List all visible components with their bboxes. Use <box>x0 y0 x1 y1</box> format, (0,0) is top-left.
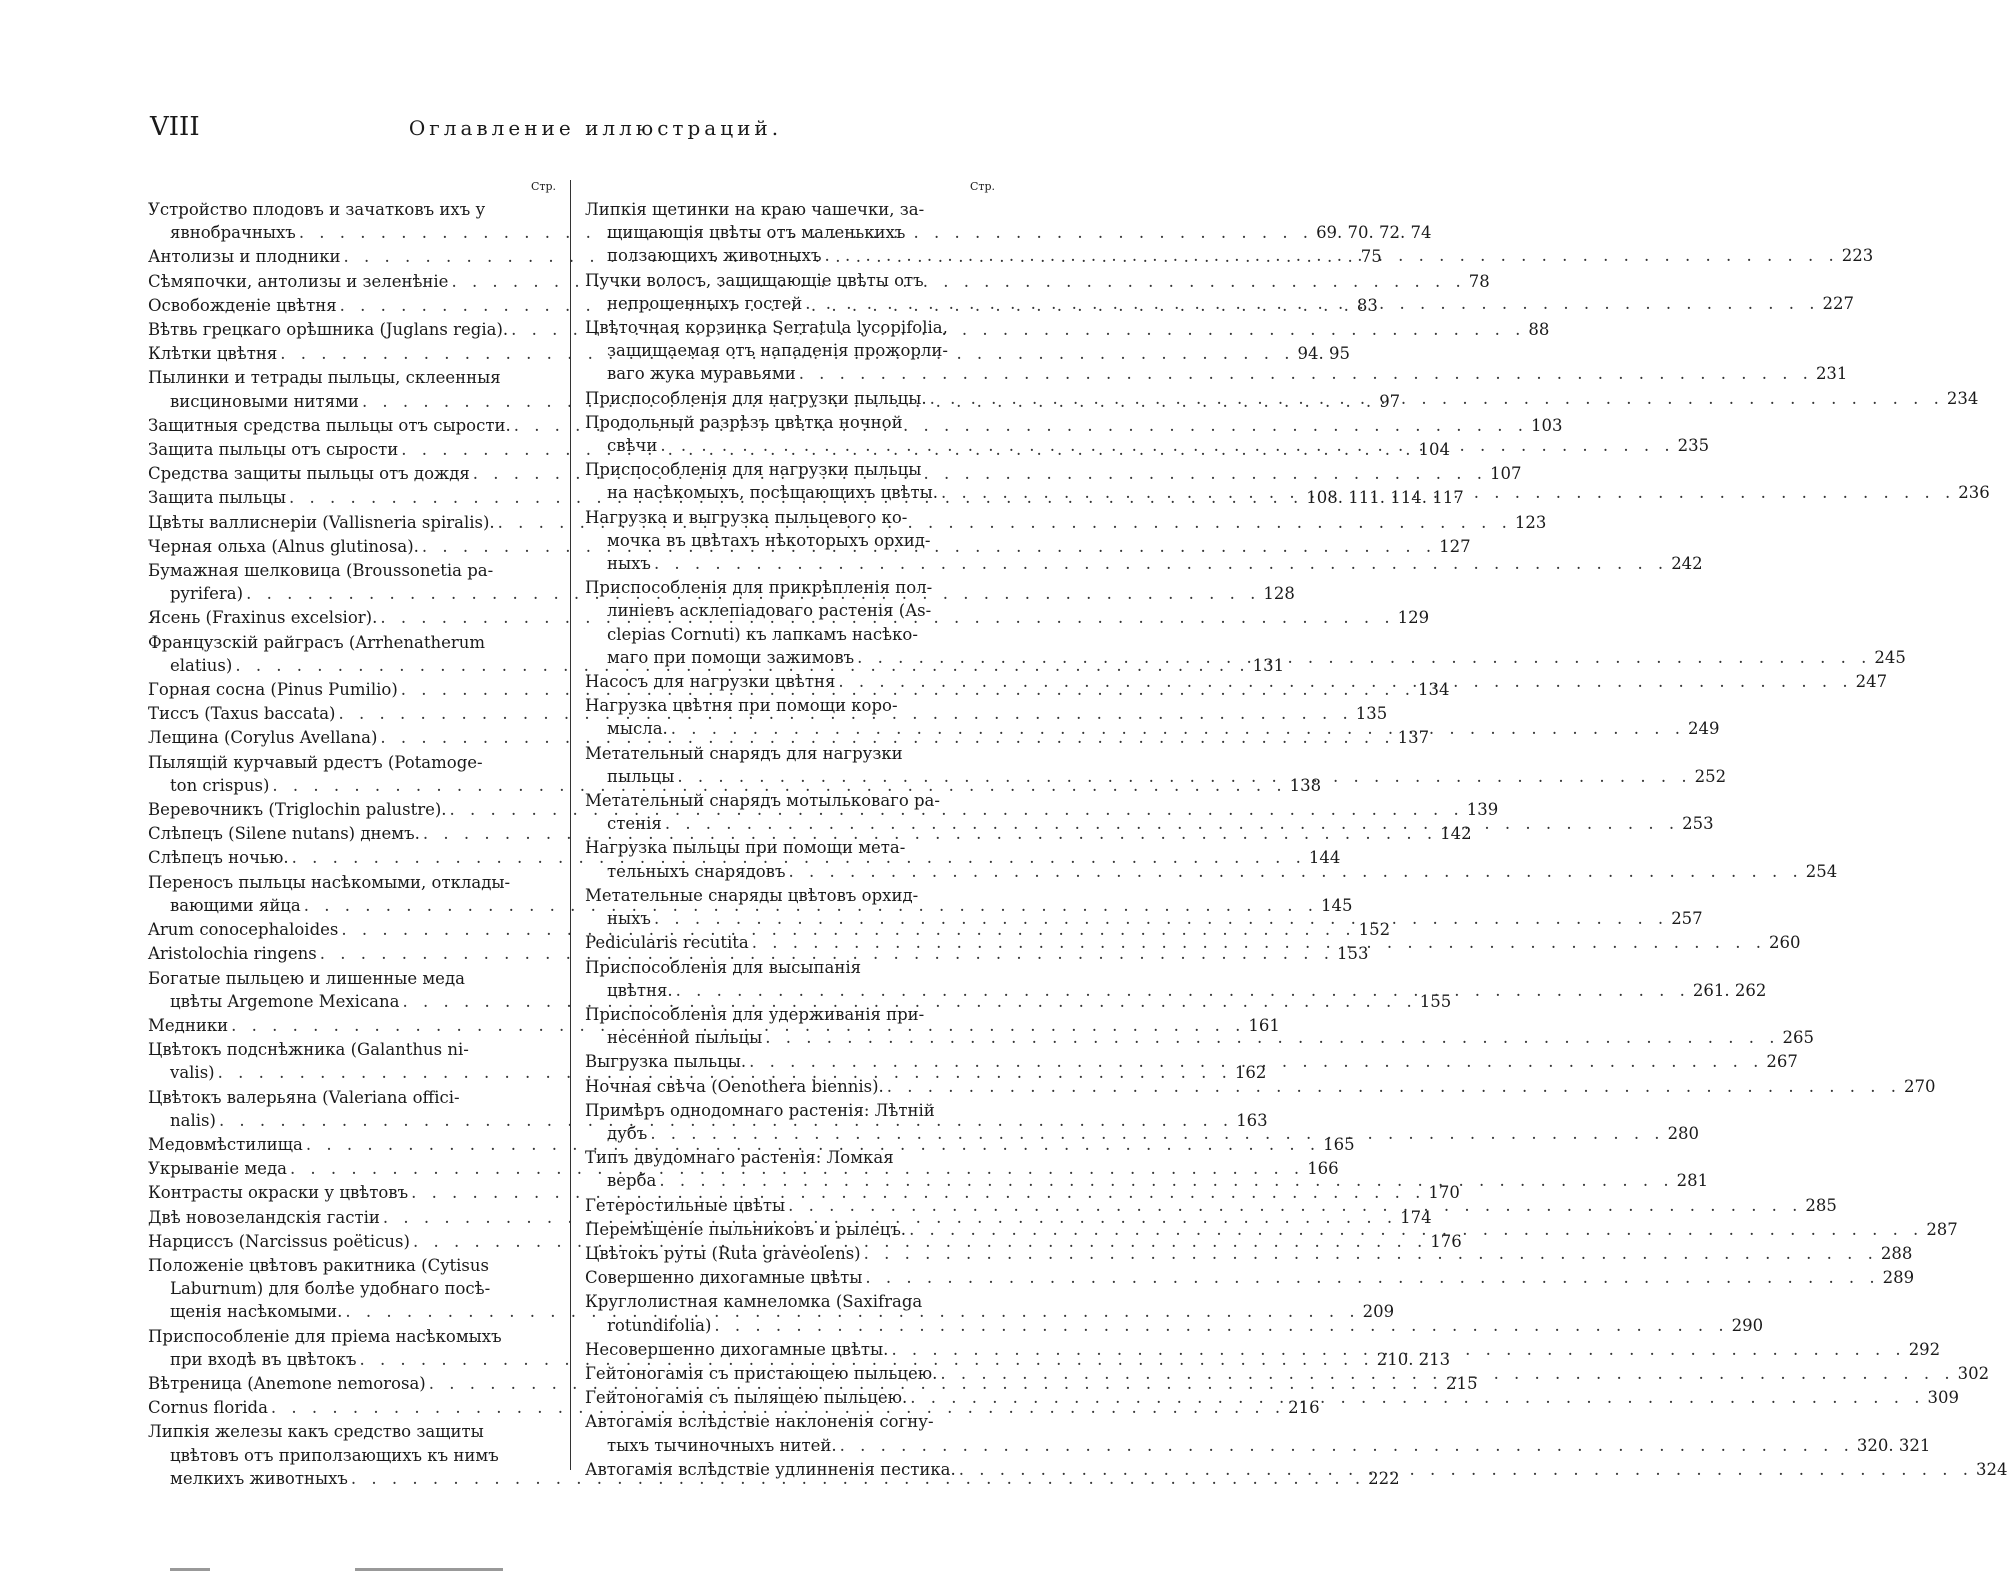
toc-entry-title: Pedicularis recutita <box>585 933 749 953</box>
toc-entry-title: Клѣтки цвѣтня <box>148 344 278 364</box>
dot-leader <box>888 1338 1908 1361</box>
toc-entry-page: 75 <box>1360 247 1382 267</box>
toc-entry-page: 155 <box>1419 991 1452 1011</box>
toc-entry-page: 210. 213 <box>1376 1349 1451 1369</box>
toc-entry-line <box>585 198 995 221</box>
toc-entry-page: 216 <box>1288 1398 1320 1418</box>
bottom-rule-left <box>170 1568 210 1571</box>
toc-entry-page: 242 <box>1671 554 1703 574</box>
toc-entry-title: Нарциссъ (Narcissus poëticus) <box>148 1231 410 1251</box>
toc-entry-page: 247 <box>1855 672 1888 692</box>
toc-entry-line <box>585 1434 1931 1457</box>
toc-entry <box>585 1266 1915 1289</box>
toc-entry-title: маго при помощи зажимовъ <box>607 647 855 667</box>
toc-entry-title: Медники <box>148 1015 229 1035</box>
toc-entry-title: мысла. <box>607 719 668 739</box>
toc-entry <box>585 1075 1936 1098</box>
toc-entry-page: 267 <box>1766 1052 1798 1072</box>
toc-entry-title: pyrifera) <box>170 584 244 604</box>
toc-entry-title: valis) <box>170 1063 215 1083</box>
toc-entry-page: 253 <box>1682 814 1714 834</box>
toc-entry-title: на насѣкомыхъ, посѣщающихъ цвѣты. <box>607 483 939 503</box>
toc-entry-title: Средства защиты пыльцы отъ дождя <box>148 464 470 484</box>
dot-leader <box>937 1362 1957 1385</box>
toc-entry-line <box>585 623 995 646</box>
toc-entry-title: висциновыми нитями <box>170 391 359 411</box>
toc-entry-title: защищаемая отъ нападенія прожорли- <box>607 341 948 361</box>
toc-entry-title: Примѣръ однодомнаго растенія: Лѣтній <box>585 1100 935 1120</box>
dot-leader <box>906 1218 1926 1241</box>
toc-entry-title: Переносъ пыльцы насѣкомыми, отклады- <box>148 872 511 892</box>
toc-entry-title: ныхъ <box>607 909 651 929</box>
toc-entry-title: Aristolochia ringens <box>148 944 317 964</box>
toc-entry-line <box>148 1420 556 1443</box>
toc-entry-title: Липкія железы какъ средство защиты <box>148 1422 484 1442</box>
toc-entry-title: Приспособленія для удерживанія при- <box>585 1004 925 1024</box>
dot-leader <box>668 717 1688 740</box>
toc-entry-line <box>585 221 995 244</box>
toc-entry-page: 227 <box>1822 293 1854 313</box>
toc-entry-title: Веревочникъ (Triglochin palustre). <box>148 800 447 820</box>
dot-leader <box>749 931 1769 954</box>
bottom-rule-right <box>355 1568 503 1571</box>
toc-entry-title: Пылинки и тетрады пыльцы, склеенныя <box>148 368 501 388</box>
toc-entry-line <box>148 1277 556 1300</box>
toc-entry-line <box>148 967 556 990</box>
toc-entry-title: Типъ двудомнаго растенія: Ломкая <box>585 1148 894 1168</box>
toc-entry-page: 270 <box>1904 1076 1936 1096</box>
toc-entry-page: 289 <box>1882 1268 1915 1288</box>
toc-entry-line <box>585 362 1848 385</box>
toc-entry-title: Приспособленія для нагрузки пыльцы. <box>585 388 927 408</box>
toc-entry-page: 152 <box>1358 920 1391 940</box>
toc-entry-page: 324 <box>1975 1459 2007 1479</box>
toc-entry-page: 257 <box>1671 909 1703 929</box>
toc-entry-line <box>585 599 995 622</box>
toc-entry-title: Вѣтреница (Anemone nemorosa) <box>148 1373 426 1393</box>
toc-entry-line <box>585 1026 1815 1049</box>
dot-leader <box>802 292 1822 315</box>
toc-entry-page: 131 <box>1252 655 1285 675</box>
toc-entry-title: цвѣтня. <box>607 980 673 1000</box>
toc-entry-title: несенной пыльцы <box>607 1028 763 1048</box>
toc-entry-title: Лещина (Corylus Avellana) <box>148 728 378 748</box>
toc-entry-line <box>585 552 1703 575</box>
dot-leader <box>956 1458 1976 1481</box>
toc-entry-line <box>585 529 995 552</box>
toc-entry-title: цвѣтовъ отъ приползающихъ къ нимъ <box>170 1445 499 1465</box>
toc-entry-page: 170 <box>1428 1183 1460 1203</box>
toc-entry-title: Гейтоногамія съ пристающею пыльцею. <box>585 1363 938 1383</box>
toc-entry-title: nalis) <box>170 1110 216 1130</box>
dot-leader <box>657 434 1677 457</box>
toc-entry-page: 292 <box>1908 1339 1941 1359</box>
toc-entry-page: 215 <box>1445 1373 1478 1393</box>
toc-entry-page: 236 <box>1958 483 1990 503</box>
toc-entry-title: Arum conocephaloides <box>148 920 339 940</box>
toc-entry-title: Сѣмяпочки, антолизы и зеленѣніе <box>148 271 449 291</box>
toc-entry-title: Медовмѣстилища <box>148 1134 303 1154</box>
toc-entry <box>585 1242 1913 1265</box>
toc-entry-title: Laburnum) для болѣе удобнаго посѣ- <box>170 1279 491 1299</box>
toc-entry-line <box>585 742 995 765</box>
toc-entry-title: Совершенно дихогамные цвѣты <box>585 1268 863 1288</box>
toc-entry-title: Горная сосна (Pinus Pumilio) <box>148 680 398 700</box>
toc-entry-title: ton crispus) <box>170 775 270 795</box>
dot-leader <box>854 646 1874 669</box>
toc-entry-title: Цвѣточная корзинка Serratula lycopifolia, <box>585 318 948 338</box>
toc-entry-page: 234 <box>1946 388 1979 408</box>
toc-entry-page: 252 <box>1694 766 1727 786</box>
dot-leader <box>837 1434 1857 1457</box>
dot-leader <box>861 1242 1881 1265</box>
toc-entry-title: Метательный снарядъ мотыльковаго ра- <box>585 791 940 811</box>
toc-entry-page: 261. 262 <box>1692 980 1767 1000</box>
toc-entry-page: 153 <box>1337 944 1369 964</box>
toc-entry-title: Гейтоногамія съ пылящею пыльцею. <box>585 1388 908 1408</box>
toc-entry-title: Слѣпецъ ночью. <box>148 848 289 868</box>
toc-entry-title: Слѣпецъ (Silene nutans) днемъ. <box>148 824 420 844</box>
toc-entry-page: 320. 321 <box>1856 1435 1931 1455</box>
toc-entry-page: 163 <box>1236 1110 1268 1130</box>
toc-entry-line <box>148 559 556 582</box>
toc-entry-line <box>585 1075 1936 1098</box>
toc-entry-title: Цвѣтокъ подснѣжника (Galanthus ni- <box>148 1040 469 1060</box>
toc-entry-line <box>585 1146 995 1169</box>
toc-entry-line <box>148 751 556 774</box>
toc-entry-page: 129 <box>1397 608 1430 628</box>
toc-entry-title: Cornus florida <box>148 1398 268 1418</box>
toc-entry-line <box>148 198 556 221</box>
dot-leader <box>785 1194 1805 1217</box>
toc-entry-title: тыхъ тычиночныхъ нитей. <box>607 1435 837 1455</box>
toc-entry-page: 104 <box>1418 440 1451 460</box>
toc-entry-title: rotundifolia) <box>607 1315 712 1335</box>
dot-leader <box>673 979 1693 1002</box>
toc-entry-title: Устройство плодовъ и зачатковъ ихъ у <box>148 200 486 219</box>
toc-entry-title: elatius) <box>170 655 233 675</box>
toc-entry-line <box>585 1314 1764 1337</box>
toc-entry-line <box>585 269 995 292</box>
toc-entry-page: 123 <box>1514 512 1547 532</box>
toc-entry-page: 139 <box>1466 800 1499 820</box>
toc-entry-page: 135 <box>1355 704 1388 724</box>
toc-entry-page: 254 <box>1805 861 1838 881</box>
toc-entry-page: 138 <box>1289 775 1322 795</box>
toc-entry-line <box>148 1325 556 1348</box>
toc-entry-title: Нагрузка и выгрузка пыльцевого ко- <box>585 507 908 527</box>
page-column-header: Стр. <box>969 180 995 193</box>
toc-entry-line <box>585 1266 1915 1289</box>
toc-entry-line <box>585 694 995 717</box>
toc-entry-title: Ночная свѣча (Oenothera biennis). <box>585 1076 884 1096</box>
toc-entry-page: 107 <box>1490 464 1522 484</box>
toc-entry-page: 174 <box>1400 1207 1432 1227</box>
toc-entry-title: Автогамія вслѣдствіе наклоненія согну- <box>585 1412 934 1432</box>
toc-entry-page: 287 <box>1926 1219 1958 1239</box>
dot-leader <box>927 387 1947 410</box>
toc-entry-title: Перемѣщеніе пыльниковъ и рылецъ. <box>585 1219 907 1239</box>
toc-entry-page: 162 <box>1234 1063 1267 1083</box>
toc-entry-page: 281 <box>1676 1171 1709 1191</box>
toc-entry-line <box>148 871 556 894</box>
toc-entry-page: 290 <box>1731 1315 1764 1335</box>
toc-entry-line <box>148 1444 556 1467</box>
toc-entry-page: 245 <box>1874 647 1906 667</box>
toc-entry-page: 161 <box>1248 1015 1280 1035</box>
dot-leader <box>647 1122 1667 1145</box>
toc-entry-title: стенія <box>607 814 662 834</box>
dot-leader <box>821 244 1841 267</box>
toc-entry-line <box>148 366 556 389</box>
dot-leader <box>835 670 1855 693</box>
toc-entry-page: 103 <box>1530 415 1563 435</box>
toc-entry-title: Контрасты окраски у цвѣтовъ <box>148 1183 409 1203</box>
column-divider <box>570 180 571 1470</box>
toc-entry-title: цвѣты Argemone Mexicana <box>170 991 400 1011</box>
toc-entry-title: Вѣтвь грецкаго орѣшника (Juglans regia). <box>148 320 509 340</box>
toc-entry-page: 145 <box>1321 895 1353 915</box>
page-number: VIII <box>150 112 200 142</box>
toc-entry-title: Приспособленіе для пріема насѣкомыхъ <box>148 1326 502 1346</box>
toc-entry-title: явнобрачныхъ <box>170 223 296 243</box>
toc-entry-title: Укрываніе меда <box>148 1159 287 1179</box>
toc-entry-line <box>148 1254 556 1277</box>
toc-entry-title: Круглолистная камнеломка (Saxifraga <box>585 1292 923 1312</box>
toc-entry-line <box>148 1038 556 1061</box>
toc-entry-page: 97 <box>1379 391 1401 411</box>
toc-entry-title: тельныхъ снарядовъ <box>607 861 786 881</box>
toc-entry-title: Тиссъ (Taxus baccata) <box>148 704 336 724</box>
toc-entry-line <box>585 1410 995 1433</box>
toc-entry-title: при входѣ въ цвѣтокъ <box>170 1349 357 1369</box>
toc-entry-line <box>148 631 556 654</box>
toc-entry-line <box>585 1242 1913 1265</box>
toc-entry-title: Пучки волосъ, защищающіе цвѣты отъ <box>585 270 924 290</box>
toc-entry-page: 137 <box>1397 728 1430 748</box>
toc-entry-title: Нагрузка цвѣтня при помощи коро- <box>585 696 898 716</box>
toc-entry-title: вающими яйца <box>170 895 301 915</box>
toc-entry-page: 165 <box>1323 1134 1355 1154</box>
dot-leader <box>651 907 1671 930</box>
dot-leader <box>785 860 1805 883</box>
toc-entry-title: Цвѣты валлиснеріи (Vallisneria spiralis). <box>148 512 495 532</box>
toc-entry-title: Французскій райграсъ (Arrhenatherum <box>148 632 486 652</box>
toc-entry-title: линіевъ асклепіадоваго растенія (As- <box>607 601 932 621</box>
toc-entry-page: 144 <box>1308 848 1341 868</box>
toc-entry-title: Выгрузка пыльцы. <box>585 1052 747 1072</box>
toc-entry-title: Приспособленія для высыпанія <box>585 957 862 977</box>
toc-entry-line <box>585 789 995 812</box>
toc-entry-title: ползающихъ животныхъ <box>607 246 822 266</box>
toc-entry-title: непрошенныхъ гостей <box>607 293 803 313</box>
toc-entry-title: Двѣ новозеландскія гастіи <box>148 1207 380 1227</box>
toc-entry-line <box>585 1290 995 1313</box>
toc-entry-line <box>585 411 995 434</box>
toc-entry-line <box>585 1003 995 1026</box>
toc-entry-page: 223 <box>1841 246 1874 266</box>
toc-entry-title: Бумажная шелковица (Broussonetia pa- <box>148 561 494 581</box>
toc-entry-page: 222 <box>1368 1468 1400 1488</box>
toc-entry-title: дубъ <box>607 1123 648 1143</box>
toc-entry-title: Продольный разрѣзъ цвѣтка ночной <box>585 412 903 432</box>
dot-leader <box>862 1266 1882 1289</box>
toc-entry-line <box>148 1086 556 1109</box>
toc-entry-page: 288 <box>1880 1243 1913 1263</box>
toc-entry-title: Защитныя средства пыльцы отъ сырости. <box>148 415 511 435</box>
toc-entry-page: 280 <box>1667 1123 1700 1143</box>
toc-entry-page: 88 <box>1528 320 1550 340</box>
toc-entry-page: 83 <box>1356 295 1378 315</box>
toc-entry-page: 260 <box>1768 933 1801 953</box>
toc-entry-line <box>585 884 995 907</box>
toc-entry-page: 78 <box>1468 271 1490 291</box>
toc-entry-page: 235 <box>1677 436 1710 456</box>
toc-entry-title: Несовершенно дихогамные цвѣты. <box>585 1339 889 1359</box>
toc-entry-page: 302 <box>1957 1363 1990 1383</box>
toc-entry-title: Липкія щетинки на краю чашечки, за- <box>585 200 925 219</box>
toc-entry-line <box>585 339 995 362</box>
toc-entry-line <box>585 956 995 979</box>
toc-entry-title: clepias Cornuti) къ лапкамъ насѣко- <box>607 624 918 644</box>
toc-entry-page: 128 <box>1263 584 1295 604</box>
toc-entry-page: 142 <box>1440 824 1472 844</box>
toc-entry-line <box>585 1099 995 1122</box>
toc-entry-title: Освобожденіе цвѣтня <box>148 295 337 315</box>
toc-entry-title: щищающія цвѣты отъ маленькихъ <box>607 223 906 243</box>
dot-leader <box>674 765 1694 788</box>
toc-entry-title: Защита пыльцы <box>148 488 287 508</box>
toc-entry-line <box>585 576 995 599</box>
toc-entry-page: 134 <box>1418 680 1450 700</box>
toc-entry-title: Ясень (Fraxinus excelsior). <box>148 608 378 628</box>
toc-entry-page: 94. 95 <box>1297 344 1351 364</box>
toc-entry-line <box>585 860 1838 883</box>
toc-entry <box>585 1410 1931 1456</box>
dot-leader <box>746 1050 1766 1073</box>
page-title: Оглавление иллюстраций. <box>408 116 783 140</box>
toc-entry-title: Метательный снарядъ для нагрузки <box>585 743 903 763</box>
toc-entry-page: 127 <box>1439 536 1471 556</box>
toc-entry-title: Автогамія вслѣдствіе удлинненія пестика. <box>585 1459 956 1479</box>
toc-entry-line <box>585 506 995 529</box>
page-column-header: Стр. <box>530 180 556 193</box>
dot-leader <box>907 1386 1927 1409</box>
toc-entry-title: Метательные снаряды цвѣтовъ орхид- <box>585 885 919 905</box>
toc-entry-page: 265 <box>1782 1028 1815 1048</box>
toc-entry-title: Богатые пыльцею и лишенные меда <box>148 968 465 988</box>
dot-leader <box>796 362 1816 385</box>
toc-entry-title: Защита пыльцы отъ сырости <box>148 440 399 460</box>
toc-entry-title: мочка въ цвѣтахъ нѣкоторыхъ орхид- <box>607 530 931 550</box>
toc-entry-page: 176 <box>1430 1231 1462 1251</box>
toc-entry-page: 249 <box>1688 719 1720 739</box>
toc-entry-title: Антолизы и плодники <box>148 247 341 267</box>
toc-entry-page: 285 <box>1805 1195 1837 1215</box>
toc-entry-page: 231 <box>1815 364 1848 384</box>
dot-leader <box>656 1169 1676 1192</box>
toc-entry-title: свѣчи <box>607 436 658 456</box>
toc-entry-title: щенія насѣкомыми. <box>170 1302 343 1322</box>
dot-leader <box>938 481 1958 504</box>
toc-entry-title: Пылящій курчавый рдестъ (Potamoge- <box>148 752 483 772</box>
toc-entry-title: Нагрузка пыльцы при помощи мета- <box>585 838 906 858</box>
dot-leader <box>651 552 1671 575</box>
toc-entry-title: Насосъ для нагрузки цвѣтня <box>585 672 836 692</box>
toc-entry-line <box>585 458 995 481</box>
toc-entry-title: пыльцы <box>607 766 675 786</box>
toc-entry-title: Гетеростильные цвѣты <box>585 1195 786 1215</box>
toc-entry-title: ныхъ <box>607 554 651 574</box>
toc-entry-page: 166 <box>1307 1159 1339 1179</box>
toc-entry-page: 69. 70. 72. 74 <box>1316 223 1432 243</box>
toc-entry-title: Цвѣтокъ руты (Ruta graveolens) <box>585 1243 861 1263</box>
toc-entry-title: верба <box>607 1171 657 1191</box>
toc-entry-title: мелкихъ животныхъ <box>170 1468 348 1488</box>
toc-entry-title: Цвѣтокъ валерьяна (Valeriana offici- <box>148 1087 460 1107</box>
toc-entry-title: Положеніе цвѣтовъ ракитника (Cytisus <box>148 1255 489 1275</box>
toc-entry-page: 108. 111. 114. 117 <box>1306 488 1464 508</box>
toc-entry-page: 309 <box>1927 1388 1959 1408</box>
toc-entry-line <box>585 316 995 339</box>
dot-leader <box>762 1026 1782 1049</box>
dot-leader <box>884 1075 1904 1098</box>
toc-entry-title: ваго жука муравьями <box>607 364 796 384</box>
toc-entry-title: Черная ольха (Alnus glutinosa). <box>148 536 419 556</box>
dot-leader <box>662 812 1682 835</box>
dot-leader <box>711 1314 1731 1337</box>
toc-entry-title: Приспособленія для нагрузки пыльцы <box>585 460 922 480</box>
toc-entry-line <box>585 836 995 859</box>
toc-entry-page: 209 <box>1362 1302 1395 1322</box>
toc-entry-title: Приспособленія для прикрѣпленія пол- <box>585 578 933 598</box>
